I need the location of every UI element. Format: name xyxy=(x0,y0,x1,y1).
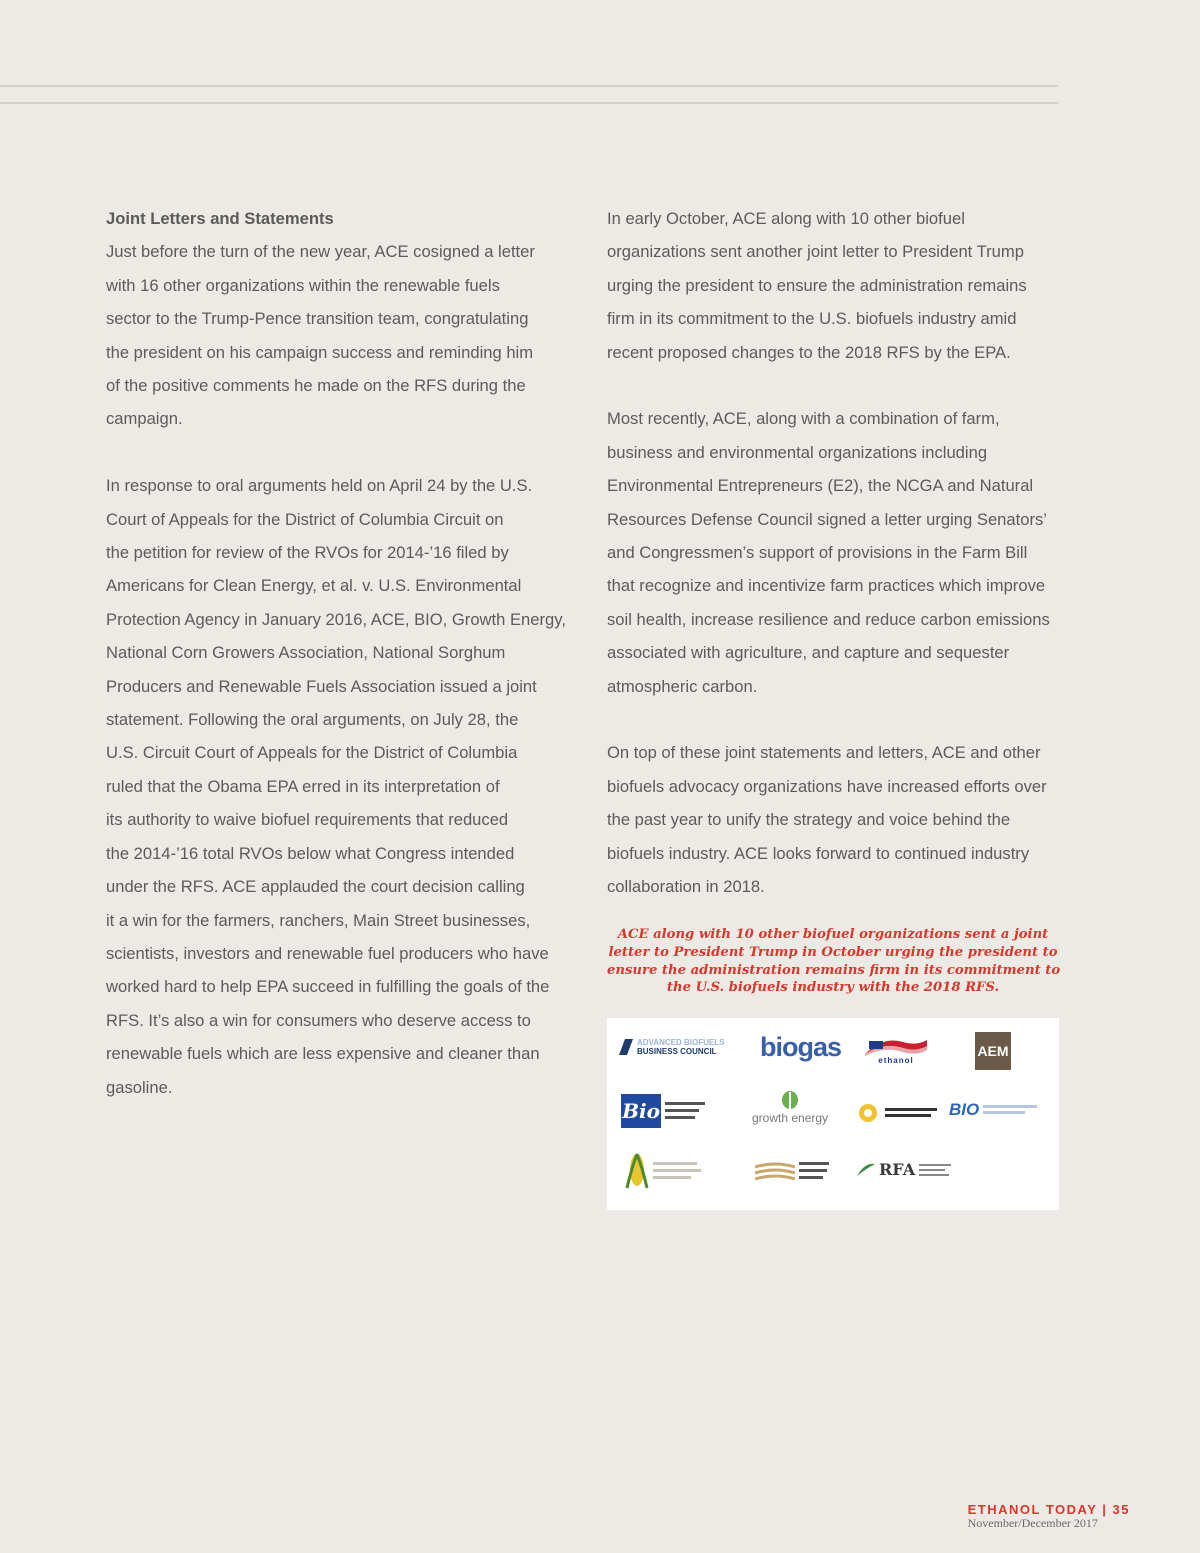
top-rule xyxy=(0,85,1058,87)
aem-logo: AEM xyxy=(975,1032,1011,1070)
rfa-leaf-icon xyxy=(857,1162,875,1178)
left-column xyxy=(106,202,576,1137)
paragraph-oral-arguments: In response to oral arguments held on April 24 by the U.S. Court of Appeals for the District of Columbia Circuit on the petition for review of the RVOs for 2014-’16 filed by Americans for Clean Energy, et al. v. U.S. Environmental Protection Agency in January 2016, ACE, BIO, Growth Energy, National Corn Growers Association, National Sorghum Producers and Renewable Fuels Association issued a joint statement. Following the oral arguments, on July 28, the U.S. Circuit Court of Appeals for the District of Columbia ruled that the Obama EPA erred in its interpretation of its authority to waive biofuel requirements that reduced the 2014-’16 total RVOs below what Congress intended under the RFS. ACE applauded the court decision calling it a win for the farmers, ranchers, Main Street businesses, scientists, investors and renewable fuel producers who have worked hard to help EPA succeed in fulfilling the goals of the RFS. It’s also a win for consumers who deserve access to renewable fuels which are less expensive and cleaner than gasoline. xyxy=(106,476,566,1097)
bio-org-text-icon xyxy=(665,1099,709,1123)
growth-energy-logo: growth energy xyxy=(752,1090,828,1125)
rfa-text-icon xyxy=(919,1162,955,1178)
ace-logo: ethanol xyxy=(863,1036,929,1065)
nfu-text-icon xyxy=(799,1160,835,1182)
rfa-logo: RFA xyxy=(857,1160,955,1179)
paragraph-farm-bill: Most recently, ACE, along with a combination of farm, business and environmental organizations including Environmental Entrepreneurs (E2), the NCGA and Natural Resources Defense Council signed a letter urging Senators’ and Congressmen’s support of provisions in the Farm Bill that recognize and incentivize farm practices which improve soil health, increase resilience and reduce carbon emissions associated with agriculture, and capture and sequester atmospheric carbon. xyxy=(607,409,1050,696)
right-column xyxy=(607,202,1067,937)
organization-logos-panel xyxy=(607,1018,1059,1210)
bio-second-logo: BIO xyxy=(949,1100,1041,1120)
top-rule-second xyxy=(0,102,1058,104)
iowa-rfa-text-icon xyxy=(885,1106,941,1120)
ncga-text-icon xyxy=(653,1158,703,1182)
iowa-rfa-logo xyxy=(855,1102,941,1124)
page-footer xyxy=(968,1502,1130,1531)
bio-logo: Bio xyxy=(621,1094,709,1128)
ncga-logo xyxy=(625,1150,703,1190)
section-heading: Joint Letters and Statements xyxy=(106,209,334,228)
bio-second-text-icon xyxy=(983,1103,1041,1117)
paragraph-october-letter: In early October, ACE along with 10 other biofuel organizations sent another joint letter to President Trump urging the president to ensure the administration remains firm in its commitment to the U.S. biofuels industry amid recent proposed changes to the 2018 RFS by the EPA. xyxy=(607,209,1027,362)
issue-date: November/December 2017 xyxy=(967,1516,1098,1530)
field-icon xyxy=(755,1161,795,1181)
nfu-logo xyxy=(755,1160,835,1182)
leaf-icon xyxy=(779,1090,801,1110)
magazine-name-page-number: ETHANOL TODAY | 35 xyxy=(967,1502,1130,1517)
paragraph-advocacy-efforts: On top of these joint statements and letters, ACE and other biofuels advocacy organizations have increased efforts over the past year to unify the strategy and voice behind the biofuels industry. ACE looks forward to continued industry collaboration in 2018. xyxy=(607,743,1047,897)
corn-icon xyxy=(625,1150,649,1190)
abbc-logo: ADVANCED BIOFUELS BUSINESS COUNCIL xyxy=(619,1038,724,1056)
paragraph-transition-letter: Just before the turn of the new year, ACE cosigned a letter with 16 other organizations within the renewable fuels sector to the Trump-Pence transition team, congratulating the president on his campaign success and reminding him of the positive comments he made on the RFS during the campaign. xyxy=(106,242,535,429)
biogas-logo: biogas xyxy=(760,1032,842,1062)
photo-caption: ACE along with 10 other biofuel organizations sent a joint letter to President Trump in October urging the president to ensure the administration remains firm in its commitment to the U.S. biofuels industry with the 2018 RFS. xyxy=(607,927,1061,996)
flag-icon xyxy=(863,1036,929,1056)
abbc-mark-icon xyxy=(619,1039,633,1055)
sun-icon xyxy=(855,1102,881,1124)
